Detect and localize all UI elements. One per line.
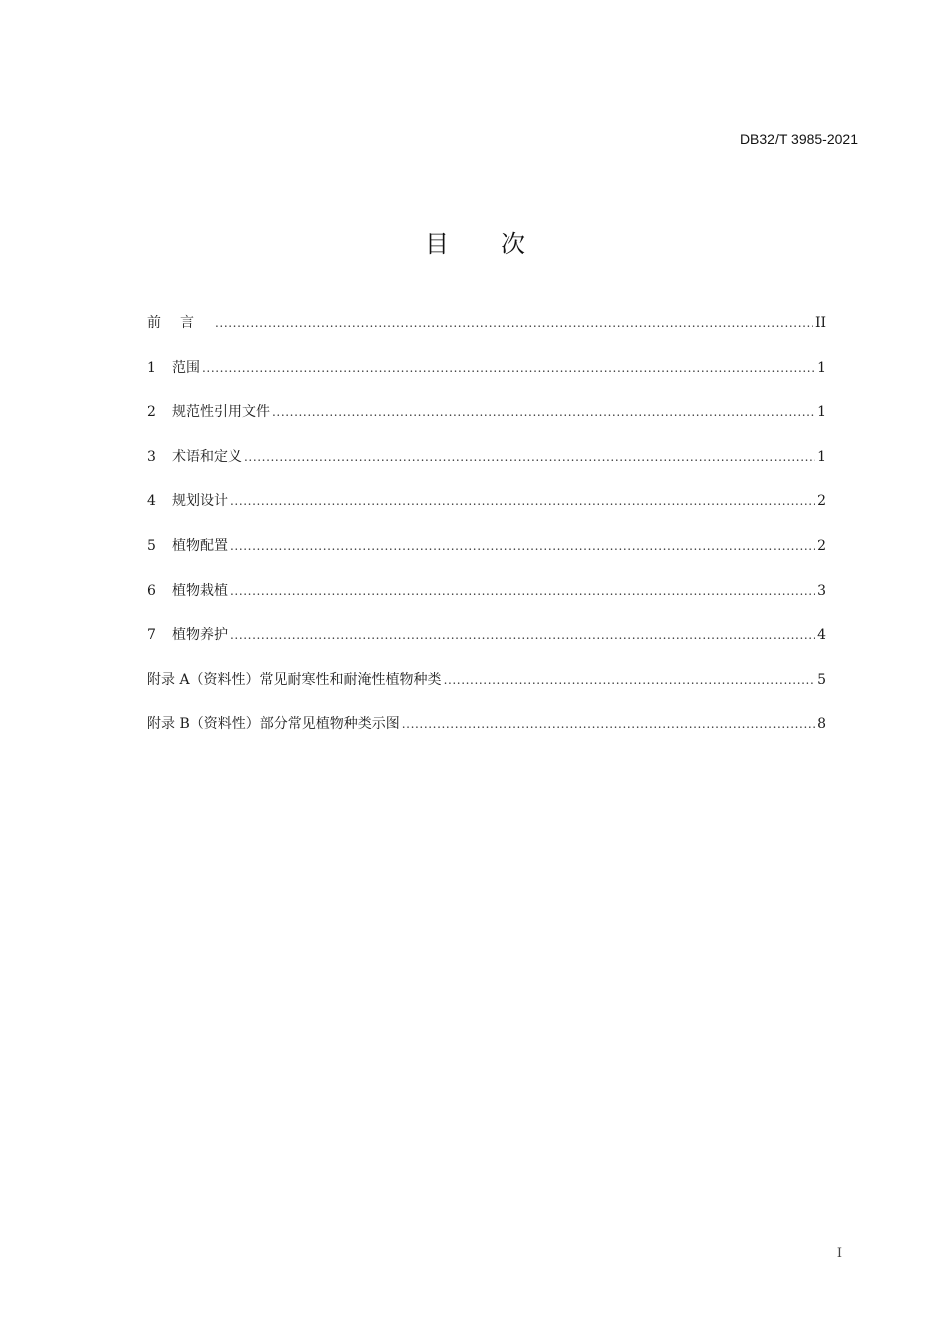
toc-entry-label: 附录 A（资料性）常见耐寒性和耐淹性植物种类 [147,671,442,688]
toc-entry-page: 4 [817,627,826,644]
toc-entry-label: 规范性引用文件 [172,404,270,421]
toc-entry-normative-references[interactable] [147,401,826,446]
toc-entry-label: 植物配置 [172,537,228,554]
toc-entry-planning-design[interactable] [147,490,826,535]
toc-entry-page: 2 [817,493,826,510]
toc-entry-page: 2 [817,537,826,554]
toc-entry-label: 规划设计 [172,493,228,510]
table-of-contents [147,312,826,758]
document-code: DB32/T 3985-2021 [739,131,858,147]
toc-entry-planting[interactable] [147,580,826,625]
toc-leader-dots [444,669,816,691]
page-number: I [836,1246,842,1261]
toc-entry-number: 6 [147,582,156,599]
toc-entry-number: 4 [147,493,156,510]
toc-leader-dots [215,312,813,334]
toc-entry-number: 1 [147,359,156,376]
toc-entry-label: 前言 [147,315,213,331]
toc-leader-dots [230,580,815,602]
toc-leader-dots [230,624,815,646]
toc-entry-page: 8 [817,716,826,733]
toc-entry-label: 范围 [172,359,200,376]
toc-entry-number: 2 [147,404,156,421]
toc-entry-label: 植物栽植 [172,582,228,599]
toc-entry-page: 1 [817,404,826,421]
toc-leader-dots [202,357,815,379]
toc-entry-page: 3 [817,582,826,599]
toc-entry-number: 7 [147,627,156,644]
page-title: 目次 [425,230,577,258]
toc-entry-number: 3 [147,448,156,465]
toc-entry-appendix-a[interactable] [147,669,826,714]
toc-entry-page: 1 [817,448,826,465]
toc-leader-dots [230,535,815,557]
toc-entry-label: 附录 B（资料性）部分常见植物种类示图 [147,716,400,733]
toc-entry-page: 1 [817,359,826,376]
toc-entry-maintenance[interactable] [147,624,826,669]
toc-entry-label: 术语和定义 [172,448,242,465]
toc-leader-dots [272,401,815,423]
toc-leader-dots [402,713,815,735]
toc-entry-label: 植物养护 [172,627,228,644]
toc-entry-scope[interactable] [147,357,826,402]
toc-entry-page: II [814,315,826,331]
toc-entry-terms[interactable] [147,446,826,491]
toc-leader-dots [244,446,815,468]
toc-entry-plant-configuration[interactable] [147,535,826,580]
toc-entry-number: 5 [147,537,156,554]
toc-entry-foreword[interactable] [147,312,826,357]
toc-leader-dots [230,490,815,512]
toc-entry-page: 5 [817,671,826,688]
toc-entry-appendix-b[interactable] [147,713,826,758]
